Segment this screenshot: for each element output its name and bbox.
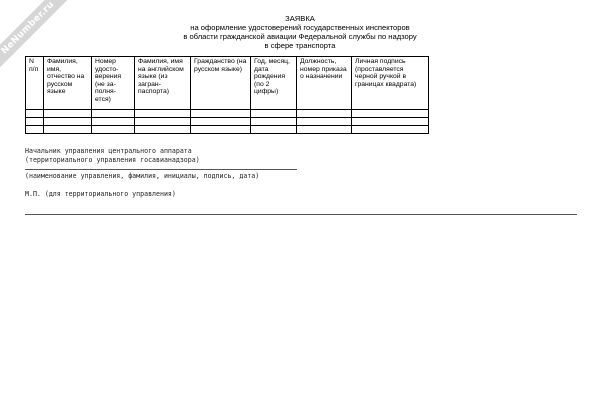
col-header-signature: Личная подпись (проставляется черной ручкой в границах квадрата) — [352, 57, 429, 110]
table-row — [26, 126, 429, 134]
table-cell[interactable] — [135, 110, 191, 118]
table-cell[interactable] — [191, 110, 251, 118]
table-cell[interactable] — [297, 118, 352, 126]
table-cell[interactable] — [26, 118, 44, 126]
col-header-position-order: Должность, номер приказа о назначении — [297, 57, 352, 110]
table-cell[interactable] — [352, 110, 429, 118]
col-header-citizenship: Гражданство (на русском языке) — [191, 57, 251, 110]
col-header-full-name-ru: Фамилия, имя, отчество на русском языке — [44, 57, 92, 110]
heading-line-2: в области гражданской авиации Федеральной службы по надзору — [183, 32, 417, 41]
heading-line-1: на оформление удостоверений государственных инспекторов — [190, 23, 410, 32]
table-row — [26, 110, 429, 118]
signature-line — [25, 169, 297, 170]
site-watermark: NeNumber.ru — [0, 0, 70, 70]
application-table — [25, 56, 429, 134]
document-heading — [150, 14, 450, 50]
table-cell[interactable] — [251, 126, 297, 134]
table-cell[interactable] — [92, 126, 135, 134]
signatory-subtitle: (территориального управления госавианадзора) — [25, 156, 200, 164]
heading-line-3: в сфере транспорта — [264, 41, 336, 50]
table-cell[interactable] — [297, 110, 352, 118]
table-cell[interactable] — [135, 118, 191, 126]
table-cell[interactable] — [251, 110, 297, 118]
table-cell[interactable] — [44, 110, 92, 118]
signature-caption: (наименование управления, фамилия, инициалы, подпись, дата) — [25, 172, 260, 180]
table-cell[interactable] — [92, 110, 135, 118]
table-cell[interactable] — [352, 118, 429, 126]
table-cell[interactable] — [44, 126, 92, 134]
col-header-name-en: Фамилия, имя на английском языке (из загран- паспорта) — [135, 57, 191, 110]
col-header-number: N п/п — [26, 57, 44, 110]
table-cell[interactable] — [26, 110, 44, 118]
table-cell[interactable] — [352, 126, 429, 134]
table-cell[interactable] — [191, 126, 251, 134]
table-cell[interactable] — [44, 118, 92, 126]
stamp-note: М.П. (для территориального управления) — [25, 190, 176, 198]
table-cell[interactable] — [26, 126, 44, 134]
col-header-birth-date: Год, месяц, дата рождения (по 2 цифры) — [251, 57, 297, 110]
col-header-certificate-number: Номер удосто- верения (не за- полня- ется) — [92, 57, 135, 110]
table-header-row — [26, 57, 429, 110]
table-cell[interactable] — [92, 118, 135, 126]
table-row — [26, 118, 429, 126]
signatory-title: Начальник управления центрального аппарата — [25, 147, 192, 155]
table-cell[interactable] — [297, 126, 352, 134]
table-cell[interactable] — [251, 118, 297, 126]
table-cell[interactable] — [135, 126, 191, 134]
table-cell[interactable] — [191, 118, 251, 126]
bottom-divider — [25, 214, 577, 215]
document-title: ЗАЯВКА — [285, 14, 315, 23]
